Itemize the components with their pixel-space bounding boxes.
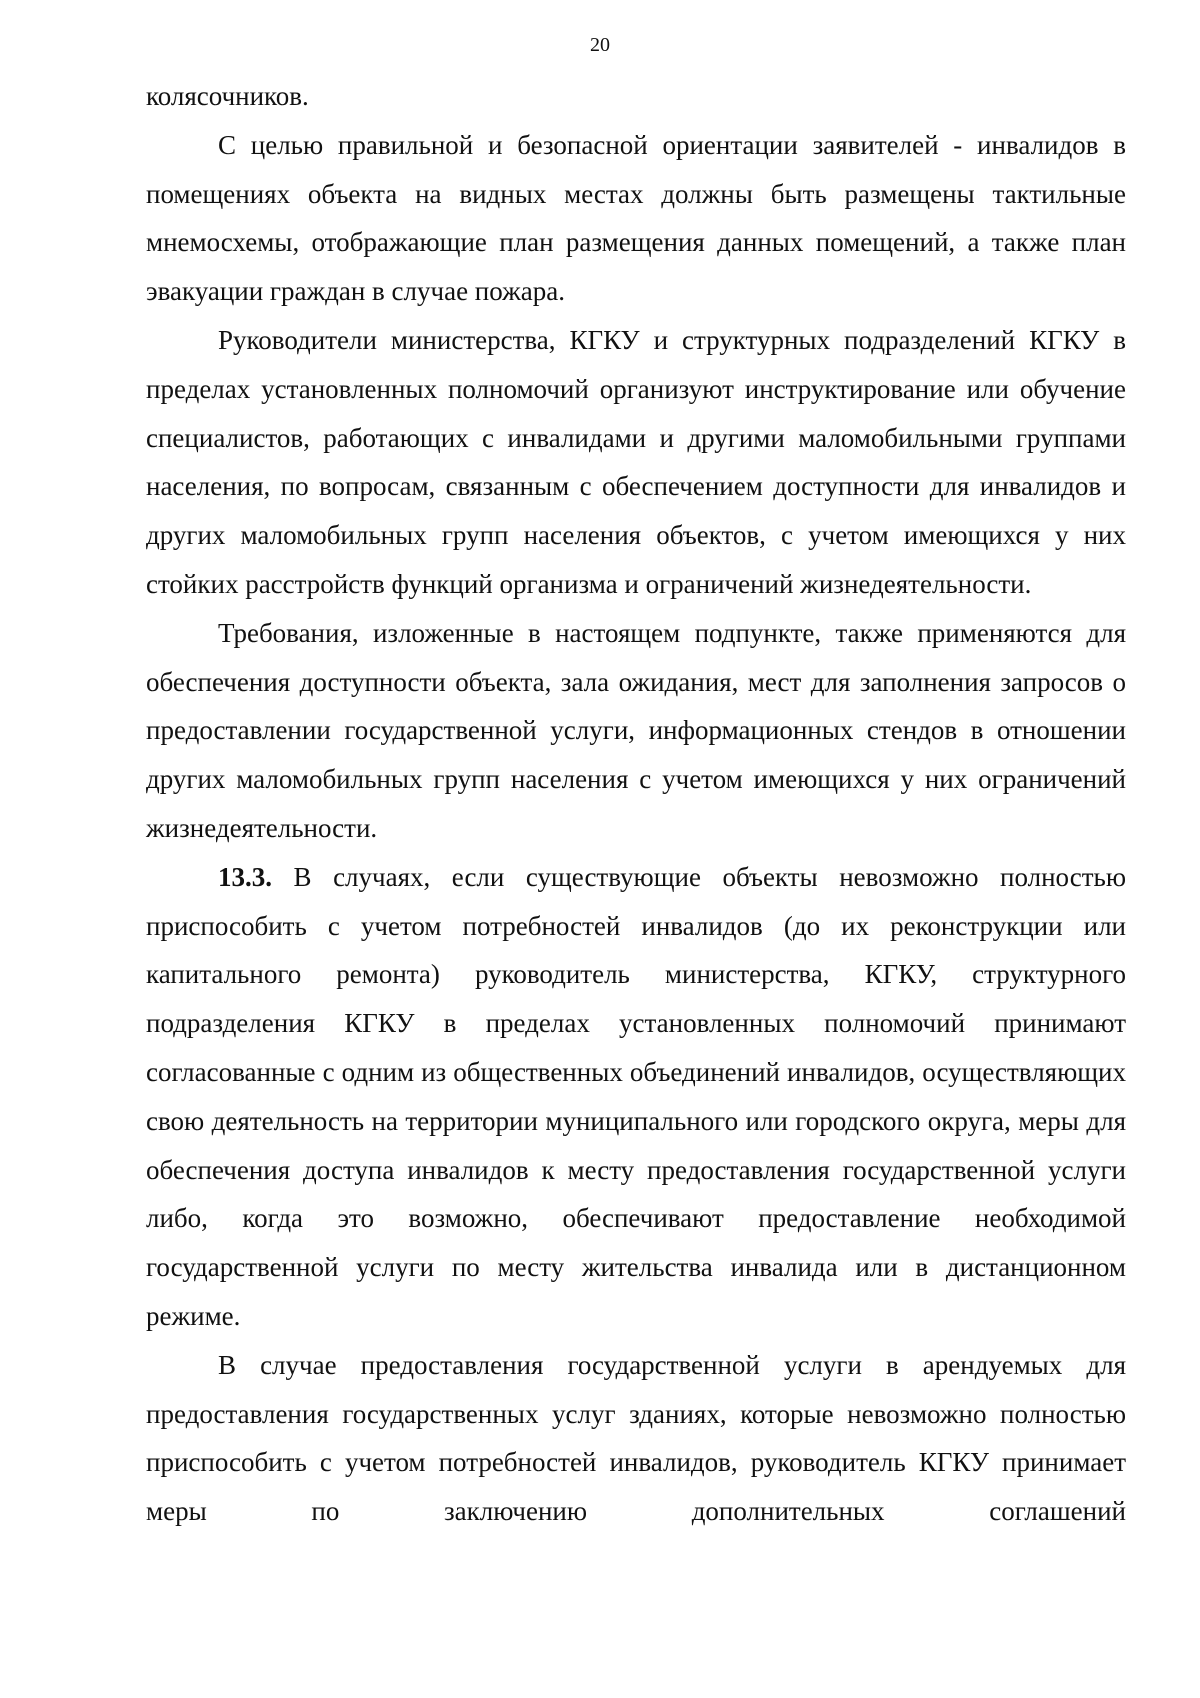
paragraph-orientation: С целью правильной и безопасной ориентации заявителей - инвалидов в помещениях объекта на видных местах должны быть размещены тактильные мнемосхемы, отображающие план размещения данных помещений, а также план эвакуации граждан в случае пожара. <box>146 129 1126 307</box>
document-body <box>146 72 1126 1536</box>
paragraph-continuation: колясочников. <box>146 81 309 111</box>
paragraph-13-3 <box>146 853 1126 1341</box>
paragraph-requirements: Требования, изложенные в настоящем подпункте, также применяются для обеспечения доступности объекта, зала ожидания, мест для заполнения запросов о предоставлении государственной услуги, информационных стендов в отношении других маломобильных групп населения с учетом имеющихся у них ограничений жизнедеятельности. <box>146 617 1126 843</box>
paragraph-13-3-text: В случаях, если существующие объекты невозможно полностью приспособить с учетом потребностей инвалидов (до их реконструкции или капитального ремонта) руководитель министерства, КГКУ, структурного подразделения КГКУ в пределах установленных полномочий принимают согласованные с одним из общественных объединений инвалидов, осуществляющих свою деятельность на территории муниципального или городского округа, меры для обеспечения доступа инвалидов к месту предоставления государственной услуги либо, когда это возможно, обеспечивают предоставление необходимой государственной услуги по месту жительства инвалида или в дистанционном режиме. <box>146 861 1126 1331</box>
paragraph-training: Руководители министерства, КГКУ и структурных подразделений КГКУ в пределах установленных полномочий организуют инструктирование или обучение специалистов, работающих с инвалидами и другими маломобильными группами населения, по вопросам, связанным с обеспечением доступности для инвалидов и других маломобильных групп населения объектов, с учетом имеющихся у них стойких расстройств функций организма и ограничений жизнедеятельности. <box>146 324 1126 599</box>
section-number: 13.3. <box>218 861 272 892</box>
page-number: 20 <box>590 34 610 56</box>
paragraph-rented-buildings: В случае предоставления государственной услуги в арендуемых для предоставления государственных услуг зданиях, которые невозможно полностью приспособить с учетом потребностей инвалидов, руководитель КГКУ принимает меры по заключению дополнительных соглашений <box>146 1349 1126 1527</box>
